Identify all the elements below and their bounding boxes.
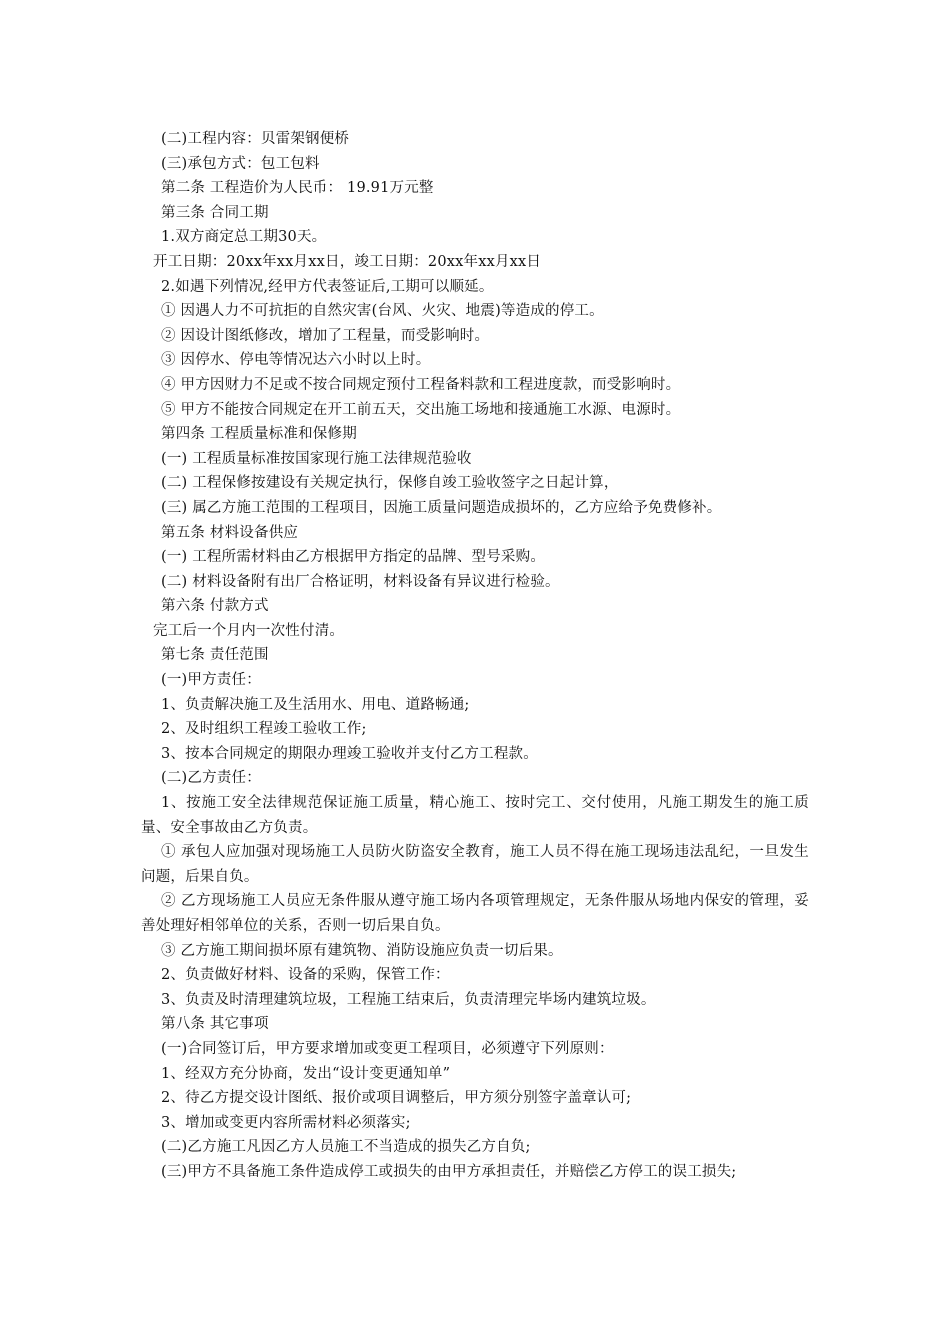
text-line: 2、及时组织工程竣工验收工作; [161, 721, 367, 738]
text-paragraph: ① 承包人应加强对现场施工人员防火防盗安全教育，施工人员不得在施工现场违法乱纪，一旦发生问题，后果自负。 [141, 844, 809, 885]
text-line: 完工后一个月内一次性付清。 [153, 622, 345, 639]
text-line: (二)乙方责任： [161, 770, 261, 787]
text-line: (二) 材料设备附有出厂合格证明，材料设备有异议进行检验。 [161, 573, 560, 590]
text-line: ④ 甲方因财力不足或不按合同规定预付工程备料款和工程进度款，而受影响时。 [161, 376, 681, 393]
text-line: (二)工程内容：贝雷架钢便桥 [161, 131, 350, 147]
text-line: 2.如遇下列情况,经甲方代表签证后,工期可以顺延。 [161, 278, 494, 295]
text-line: 开工日期：20xx年xx月xx日，竣工日期：20xx年xx月xx日 [153, 253, 542, 270]
text-line: 1.双方商定总工期30天。 [161, 229, 327, 246]
text-line: 3、按本合同规定的期限办理竣工验收并支付乙方工程款。 [161, 745, 538, 762]
section-heading: 第七条 责任范围 [161, 647, 269, 664]
text-line: ② 因设计图纸修改，增加了工程量，而受影响时。 [161, 327, 490, 344]
text-line: ⑤ 甲方不能按合同规定在开工前五天，交出施工场地和接通施工水源、电源时。 [161, 401, 681, 418]
text-line: 1、经双方充分协商，发出“设计变更通知单” [161, 1065, 451, 1082]
text-line: (三)承包方式：包工包料 [161, 155, 320, 172]
text-line: 第二条 工程造价为人民币： 19.91万元整 [161, 180, 434, 197]
text-line: (三)甲方不具备施工条件造成停工或损失的由甲方承担责任，并赔偿乙方停工的误工损失; [161, 1163, 737, 1180]
text-line: (三) 属乙方施工范围的工程项目，因施工质量问题造成损坏的，乙方应给予免费修补。 [161, 499, 722, 516]
text-line: 3、增加或变更内容所需材料必须落实; [161, 1114, 411, 1131]
section-heading: 第三条 合同工期 [161, 204, 269, 221]
text-paragraph: 1、按施工安全法律规范保证施工质量，精心施工、按时完工、交付使用，凡施工期发生的施工质量、安全事故由乙方负责。 [141, 795, 809, 836]
text-line: ① 因遇人力不可抗拒的自然灾害(台风、火灾、地震)等造成的停工。 [161, 303, 604, 320]
text-line: (一)合同签订后，甲方要求增加或变更工程项目，必须遵守下列原则： [161, 1040, 614, 1057]
section-heading: 第四条 工程质量标准和保修期 [161, 426, 357, 443]
section-heading: 第五条 材料设备供应 [161, 524, 299, 541]
text-line: 2、待乙方提交设计图纸、报价或项目调整后，甲方须分别签字盖章认可; [161, 1090, 632, 1107]
text-line: ③ 乙方施工期间损坏原有建筑物、消防设施应负责一切后果。 [161, 942, 563, 959]
section-heading: 第六条 付款方式 [161, 598, 269, 615]
text-line: ③ 因停水、停电等情况达六小时以上时。 [161, 352, 431, 369]
text-line: 1、负责解决施工及生活用水、用电、道路畅通; [161, 696, 470, 713]
section-heading: 第八条 其它事项 [161, 1016, 269, 1033]
text-line: (一)甲方责任： [161, 672, 261, 689]
contract-body [141, 127, 809, 1185]
text-paragraph: ② 乙方现场施工人员应无条件服从遵守施工场内各项管理规定，无条件服从场地内保安的管理，妥善处理好相邻单位的关系，否则一切后果自负。 [141, 893, 809, 934]
text-line: (二) 工程保修按建设有关规定执行，保修自竣工验收签字之日起计算， [161, 475, 619, 492]
text-line: (一) 工程质量标准按国家现行施工法律规范验收 [161, 450, 472, 467]
text-line: 3、负责及时清理建筑垃圾，工程施工结束后，负责清理完毕场内建筑垃圾。 [161, 991, 656, 1008]
text-line: (一) 工程所需材料由乙方根据甲方指定的品牌、型号采购。 [161, 549, 546, 566]
text-line: 2、负责做好材料、设备的采购，保管工作： [161, 967, 450, 984]
text-line: (二)乙方施工凡因乙方人员施工不当造成的损失乙方自负; [161, 1139, 531, 1156]
